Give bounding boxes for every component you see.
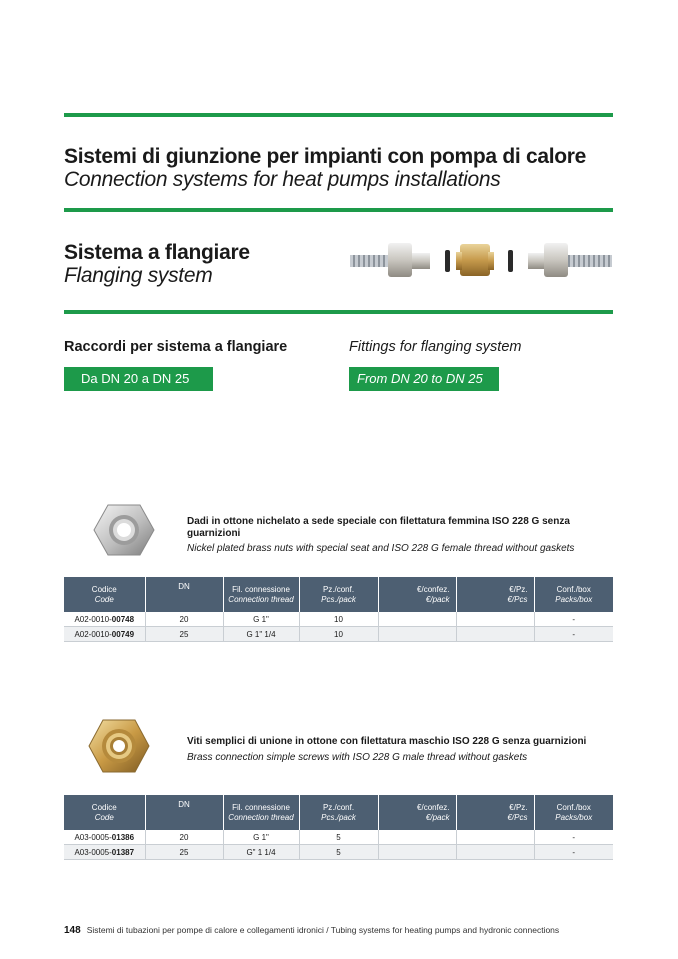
col-pcs: Pz./conf. Pcs./pack <box>299 795 378 830</box>
cell-eur-pcs <box>456 830 534 845</box>
cell-eur-pcs <box>456 612 534 627</box>
top-rule <box>64 113 613 117</box>
cell-box: - <box>534 627 613 642</box>
col-thread: Fil. connessione Connection thread <box>223 795 299 830</box>
cell-pcs: 10 <box>299 612 378 627</box>
cell-thread: G 1" <box>223 612 299 627</box>
cell-box: - <box>534 845 613 860</box>
cell-dn: 25 <box>145 627 223 642</box>
col-eur-pack: €/confez. €/pack <box>378 795 456 830</box>
cell-dn: 20 <box>145 830 223 845</box>
cell-code: A03-0005-01387 <box>64 845 145 860</box>
table-row <box>64 612 613 627</box>
cell-eur-pack <box>378 627 456 642</box>
col-eur-pcs: €/Pz. €/Pcs <box>456 795 534 830</box>
cell-dn: 25 <box>145 845 223 860</box>
section-title-en: Flanging system <box>64 264 213 287</box>
product-2-table <box>64 795 613 860</box>
table-row <box>64 830 613 845</box>
col-code: Codice Code <box>64 795 145 830</box>
col-dn: DN <box>145 577 223 612</box>
section-title-it: Sistema a flangiare <box>64 241 250 264</box>
col-pcs: Pz./conf. Pcs./pack <box>299 577 378 612</box>
brass-union <box>460 244 490 276</box>
page-footer <box>64 925 559 936</box>
col-box: Conf./box Packs/box <box>534 577 613 612</box>
corrugated-pipe-right <box>568 255 612 267</box>
nickel-nut-image <box>92 502 156 558</box>
gasket-right <box>508 250 513 272</box>
col-code: Codice Code <box>64 577 145 612</box>
cell-code: A03-0005-01386 <box>64 830 145 845</box>
product-2-desc-en: Brass connection simple screws with ISO 228 G male thread without gaskets <box>187 752 528 763</box>
product-1-desc-it: Dadi in ottone nichelato a sede speciale con filettatura femmina ISO 228 G senza guarnizioni <box>187 516 570 539</box>
cell-code: A02-0010-00748 <box>64 612 145 627</box>
cell-pcs: 10 <box>299 627 378 642</box>
page-title-en: Connection systems for heat pumps installations <box>64 168 501 191</box>
product-1-table <box>64 577 613 642</box>
brass-screw-image <box>87 716 151 776</box>
cell-pcs: 5 <box>299 845 378 860</box>
range-badge-en: From DN 20 to DN 25 <box>349 367 499 391</box>
product-1-desc-en: Nickel plated brass nuts with special seat and ISO 228 G female thread without gaskets <box>187 543 575 554</box>
table-header-row <box>64 577 613 612</box>
cell-thread: G" 1 1/4 <box>223 845 299 860</box>
cell-box: - <box>534 830 613 845</box>
cell-eur-pack <box>378 845 456 860</box>
subsection-title-it: Raccordi per sistema a flangiare <box>64 339 288 355</box>
subsection-title-en: Fittings for flanging system <box>349 339 522 355</box>
cell-pcs: 5 <box>299 830 378 845</box>
footer-text: Sistemi di tubazioni per pompe di calore e collegamenti idronici / Tubing systems for heating pumps and hydronic connections <box>86 925 560 935</box>
range-badge-it: Da DN 20 a DN 25 <box>64 367 213 391</box>
page-number: 148 <box>64 925 81 936</box>
cell-eur-pcs <box>456 627 534 642</box>
page-title-it: Sistemi di giunzione per impianti con pompa di calore <box>64 145 587 168</box>
table-header-row <box>64 795 613 830</box>
nut-left <box>388 243 412 277</box>
gasket-left <box>445 250 450 272</box>
corrugated-pipe-left <box>350 255 390 267</box>
cell-thread: G 1" <box>223 830 299 845</box>
col-box: Conf./box Packs/box <box>534 795 613 830</box>
title-rule <box>64 208 613 212</box>
cell-thread: G 1" 1/4 <box>223 627 299 642</box>
cell-eur-pack <box>378 830 456 845</box>
cell-eur-pack <box>378 612 456 627</box>
col-dn: DN <box>145 795 223 830</box>
col-thread: Fil. connessione Connection thread <box>223 577 299 612</box>
cell-dn: 20 <box>145 612 223 627</box>
col-eur-pack: €/confez. €/pack <box>378 577 456 612</box>
product-2-desc-it: Viti semplici di unione in ottone con filettatura maschio ISO 228 G senza guarnizioni <box>187 736 587 747</box>
table-row <box>64 627 613 642</box>
section-rule <box>64 310 613 314</box>
cell-code: A02-0010-00749 <box>64 627 145 642</box>
flanging-system-illustration <box>348 238 614 282</box>
nut-right <box>544 243 568 277</box>
cell-box: - <box>534 612 613 627</box>
cell-eur-pcs <box>456 845 534 860</box>
table-row <box>64 845 613 860</box>
col-eur-pcs: €/Pz. €/Pcs <box>456 577 534 612</box>
